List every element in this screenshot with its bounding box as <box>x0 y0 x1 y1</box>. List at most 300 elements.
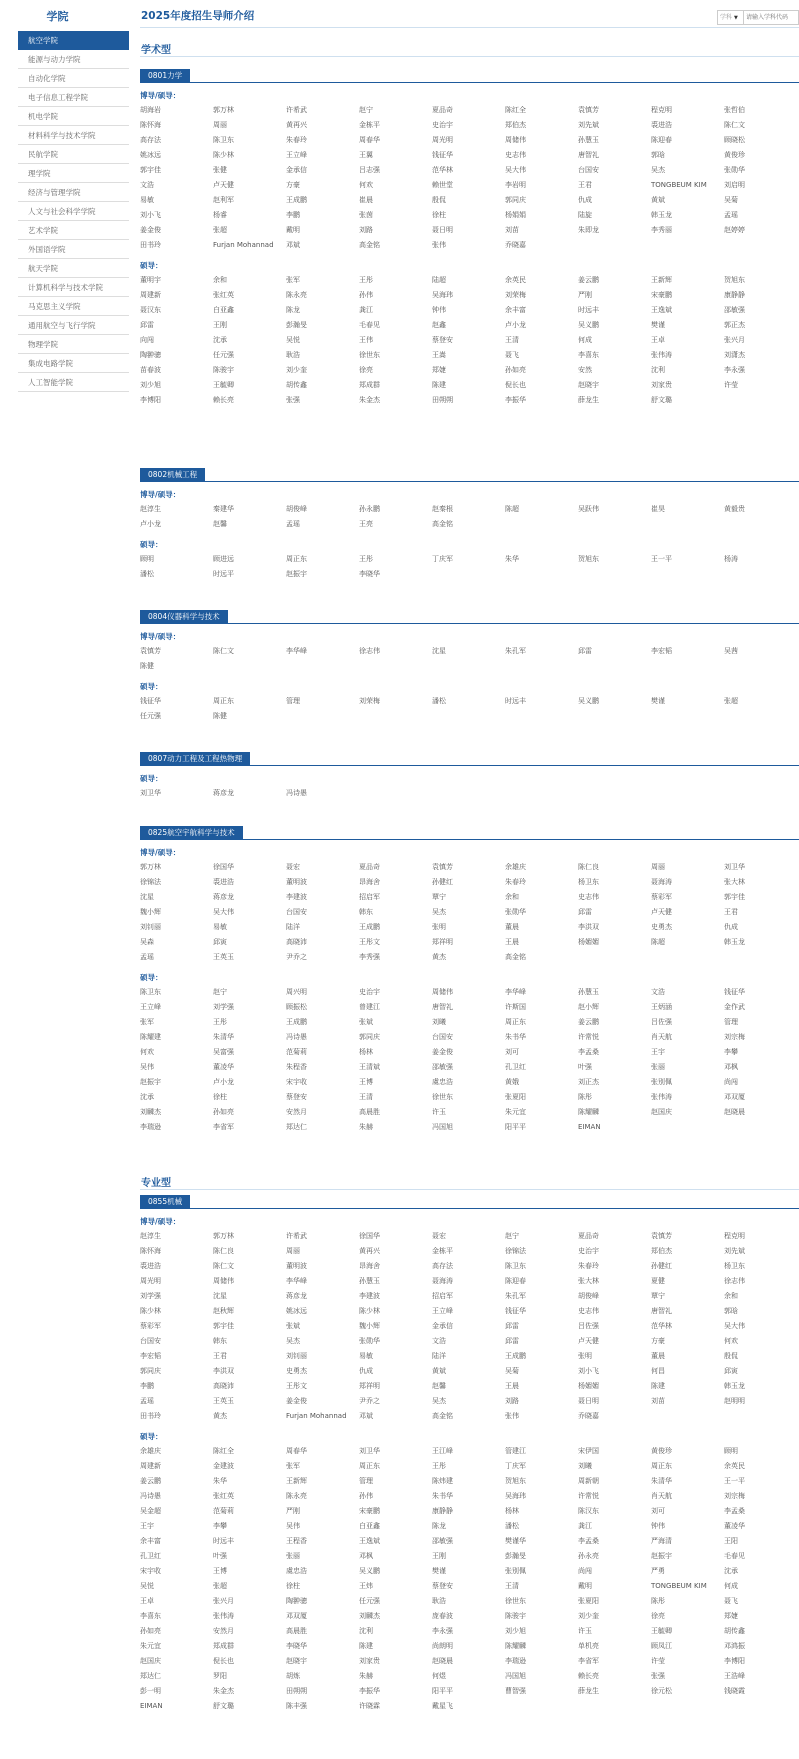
advisor-name-link[interactable]: 蒋彦龙 <box>213 893 234 901</box>
advisor-name-link[interactable]: 李孟桑 <box>724 1507 745 1515</box>
advisor-name-link[interactable]: 安然月 <box>213 1627 234 1635</box>
advisor-name-link[interactable]: 吴悦 <box>286 336 300 344</box>
advisor-name-link[interactable]: 裘进浩 <box>140 1262 161 1270</box>
advisor-name-link[interactable]: 肖天航 <box>651 1492 672 1500</box>
advisor-name-link[interactable]: 邱雷 <box>140 321 154 329</box>
advisor-name-link[interactable]: 刘可 <box>651 1507 665 1515</box>
advisor-name-link[interactable]: 王晨 <box>505 1382 519 1390</box>
advisor-name-link[interactable]: 高晓沛 <box>286 938 307 946</box>
advisor-name-link[interactable]: 徐国华 <box>359 1232 380 1240</box>
advisor-name-link[interactable]: 陈建 <box>651 1382 665 1390</box>
advisor-name-link[interactable]: 张强 <box>286 396 300 404</box>
advisor-name-link[interactable]: 陈卫东 <box>140 988 161 996</box>
advisor-name-link[interactable]: 余英民 <box>724 1462 745 1470</box>
advisor-name-link[interactable]: 史志伟 <box>505 151 526 159</box>
advisor-name-link[interactable]: 顾凤江 <box>651 1642 672 1650</box>
advisor-name-link[interactable]: 张大林 <box>724 878 745 886</box>
advisor-name-link[interactable]: 王清 <box>505 336 519 344</box>
advisor-name-link[interactable]: 冯国旭 <box>432 1123 453 1131</box>
advisor-name-link[interactable]: 田朔朔 <box>432 396 453 404</box>
advisor-name-link[interactable]: 樊谨华 <box>505 1537 526 1545</box>
advisor-name-link[interactable]: 潘松 <box>432 697 446 705</box>
advisor-name-link[interactable]: 卢小龙 <box>505 321 526 329</box>
advisor-name-link[interactable]: 钱征华 <box>432 151 453 159</box>
advisor-name-link[interactable]: 毛春见 <box>724 1552 745 1560</box>
advisor-name-link[interactable]: 周丽 <box>213 121 227 129</box>
advisor-name-link[interactable]: 阳平平 <box>505 1123 526 1131</box>
advisor-name-link[interactable]: 杨媚媚 <box>578 1382 599 1390</box>
advisor-name-link[interactable]: 钟伟 <box>432 306 446 314</box>
advisor-name-link[interactable]: 刘曦 <box>432 1018 446 1026</box>
advisor-name-link[interactable]: 姚冰远 <box>140 151 161 159</box>
advisor-name-link[interactable]: 王江峰 <box>432 1447 453 1455</box>
advisor-name-link[interactable]: 孟瑶 <box>140 1397 154 1405</box>
advisor-name-link[interactable]: 王成鹏 <box>286 1018 307 1026</box>
advisor-name-link[interactable]: 韩玉龙 <box>724 938 745 946</box>
advisor-name-link[interactable]: 赵晓宇 <box>286 1657 307 1665</box>
advisor-name-link[interactable]: 龚江 <box>359 306 373 314</box>
advisor-name-link[interactable]: 李攀 <box>724 1048 738 1056</box>
sidebar-item[interactable]: 航空学院 <box>18 31 129 50</box>
advisor-name-link[interactable]: 姜金俊 <box>140 226 161 234</box>
advisor-name-link[interactable]: 王立峰 <box>286 151 307 159</box>
advisor-name-link[interactable]: 裘进浩 <box>213 878 234 886</box>
advisor-name-link[interactable]: 薛龙生 <box>578 1687 599 1695</box>
advisor-name-link[interactable]: 冯诗愚 <box>140 1492 161 1500</box>
advisor-name-link[interactable]: 赖长亮 <box>213 396 234 404</box>
advisor-name-link[interactable]: 叶强 <box>213 1552 227 1560</box>
advisor-name-link[interactable]: 董凌华 <box>213 1063 234 1071</box>
advisor-name-link[interactable]: 舒文璐 <box>651 396 672 404</box>
advisor-name-link[interactable]: 韩玉龙 <box>724 1382 745 1390</box>
advisor-name-link[interactable]: 吴义鹏 <box>359 1567 380 1575</box>
advisor-name-link[interactable]: 余和 <box>505 893 519 901</box>
advisor-name-link[interactable]: 郑婕 <box>724 1612 738 1620</box>
advisor-name-link[interactable]: 朱即龙 <box>578 226 599 234</box>
advisor-name-link[interactable]: 高金铭 <box>432 1412 453 1420</box>
advisor-name-link[interactable]: 朱孔军 <box>505 647 526 655</box>
advisor-name-link[interactable]: 陈炜建 <box>432 1477 453 1485</box>
advisor-name-link[interactable]: 邵敏强 <box>724 306 745 314</box>
advisor-name-link[interactable]: 孙如亮 <box>213 1108 234 1116</box>
advisor-name-link[interactable]: 王伟 <box>359 336 373 344</box>
advisor-name-link[interactable]: 刘路 <box>505 1397 519 1405</box>
advisor-name-link[interactable]: 刘钊丽 <box>140 923 161 931</box>
advisor-name-link[interactable]: 严勇 <box>651 1567 665 1575</box>
advisor-name-link[interactable]: 董晨 <box>505 923 519 931</box>
advisor-name-link[interactable]: 卢天健 <box>651 908 672 916</box>
advisor-name-link[interactable]: 张强 <box>651 1672 665 1680</box>
advisor-name-link[interactable]: 徐锦法 <box>505 1247 526 1255</box>
advisor-name-link[interactable]: 王浩峰 <box>724 1672 745 1680</box>
advisor-name-link[interactable]: 郭宇佳 <box>724 893 745 901</box>
advisor-name-link[interactable]: 庞春波 <box>432 1612 453 1620</box>
advisor-name-link[interactable]: 刘卫华 <box>359 1447 380 1455</box>
advisor-name-link[interactable]: 徐志伟 <box>724 1277 745 1285</box>
advisor-name-link[interactable]: 陈超 <box>651 938 665 946</box>
advisor-name-link[interactable]: 孔卫红 <box>505 1063 526 1071</box>
advisor-name-link[interactable]: 董明波 <box>286 878 307 886</box>
advisor-name-link[interactable]: 王彤 <box>359 276 373 284</box>
advisor-name-link[interactable]: 蔡登安 <box>432 1582 453 1590</box>
advisor-name-link[interactable]: 许莹 <box>724 381 738 389</box>
advisor-name-link[interactable]: 蒋彦龙 <box>286 1292 307 1300</box>
advisor-name-link[interactable]: 昂海舍 <box>359 1262 380 1270</box>
advisor-name-link[interactable]: 丁庆军 <box>432 555 453 563</box>
advisor-name-link[interactable]: 蒋彦龙 <box>213 789 234 797</box>
advisor-name-link[interactable]: 尹乔之 <box>359 1397 380 1405</box>
advisor-name-link[interactable]: 张伟涛 <box>213 1612 234 1620</box>
advisor-name-link[interactable]: 徐柱 <box>213 1093 227 1101</box>
advisor-name-link[interactable]: 张別佩 <box>505 1567 526 1575</box>
advisor-name-link[interactable]: 魏小辉 <box>359 1322 380 1330</box>
advisor-name-link[interactable]: 赵国庆 <box>651 1108 672 1116</box>
advisor-name-link[interactable]: Furjan Mohannad <box>213 241 274 249</box>
advisor-name-link[interactable]: 高晨胜 <box>359 1108 380 1116</box>
advisor-name-link[interactable]: 吴杰 <box>651 166 665 174</box>
advisor-name-link[interactable]: 陆洋 <box>286 923 300 931</box>
advisor-name-link[interactable]: 黄杰 <box>213 1412 227 1420</box>
advisor-name-link[interactable]: 王成鹏 <box>286 196 307 204</box>
advisor-name-link[interactable]: 朱孔军 <box>505 1292 526 1300</box>
advisor-name-link[interactable]: 钱晓霞 <box>724 1687 745 1695</box>
advisor-name-link[interactable]: 杨娟娟 <box>505 211 526 219</box>
advisor-name-link[interactable]: 冯国旭 <box>505 1672 526 1680</box>
advisor-name-link[interactable]: 覃宁 <box>432 893 446 901</box>
advisor-name-link[interactable]: 徐世东 <box>432 1093 453 1101</box>
advisor-name-link[interactable]: 朱清华 <box>651 1477 672 1485</box>
advisor-name-link[interactable]: 赵宁 <box>213 988 227 996</box>
advisor-name-link[interactable]: 李瑞逊 <box>505 1657 526 1665</box>
advisor-name-link[interactable]: 郑祥明 <box>432 938 453 946</box>
advisor-name-link[interactable]: 魏小辉 <box>140 908 161 916</box>
advisor-name-link[interactable]: 聂海涛 <box>651 878 672 886</box>
advisor-name-link[interactable]: 严海清 <box>651 1537 672 1545</box>
sidebar-item[interactable]: 自动化学院 <box>18 69 129 88</box>
advisor-name-link[interactable]: 范华林 <box>651 1322 672 1330</box>
advisor-name-link[interactable]: 刘曦 <box>578 1462 592 1470</box>
advisor-name-link[interactable]: 周正东 <box>213 697 234 705</box>
advisor-name-link[interactable]: 李秀丽 <box>651 226 672 234</box>
advisor-name-link[interactable]: 李喜东 <box>578 351 599 359</box>
advisor-name-link[interactable]: 赵馨 <box>432 1382 446 1390</box>
advisor-name-link[interactable]: 徐柱 <box>432 211 446 219</box>
advisor-name-link[interactable]: 孟瑶 <box>724 211 738 219</box>
advisor-name-link[interactable]: 沈星 <box>432 647 446 655</box>
advisor-name-link[interactable]: 韩玉龙 <box>651 211 672 219</box>
advisor-name-link[interactable]: 朱华 <box>505 555 519 563</box>
advisor-name-link[interactable]: 王成鹏 <box>505 1352 526 1360</box>
advisor-name-link[interactable]: 沈承 <box>724 1567 738 1575</box>
advisor-name-link[interactable]: 周丽 <box>286 1247 300 1255</box>
advisor-name-link[interactable]: 周春华 <box>359 136 380 144</box>
advisor-name-link[interactable]: 李建波 <box>286 893 307 901</box>
advisor-name-link[interactable]: 杨涛 <box>724 555 738 563</box>
advisor-name-link[interactable]: 台国安 <box>286 908 307 916</box>
advisor-name-link[interactable]: 黄毅贵 <box>724 505 745 513</box>
advisor-name-link[interactable]: 宋豪鹏 <box>359 1507 380 1515</box>
advisor-name-link[interactable]: 胡传鑫 <box>724 1627 745 1635</box>
advisor-name-link[interactable]: 吴义鹏 <box>578 321 599 329</box>
advisor-name-link[interactable]: 沈利 <box>651 366 665 374</box>
advisor-name-link[interactable]: 史勇杰 <box>286 1367 307 1375</box>
advisor-name-link[interactable]: 郑祥明 <box>359 1382 380 1390</box>
advisor-name-link[interactable]: 程克明 <box>724 1232 745 1240</box>
advisor-name-link[interactable]: 张兴月 <box>724 336 745 344</box>
advisor-name-link[interactable]: 张伟涛 <box>651 1093 672 1101</box>
advisor-name-link[interactable]: 李华峰 <box>286 647 307 655</box>
advisor-name-link[interactable]: 仇成 <box>578 196 592 204</box>
advisor-name-link[interactable]: 姚冰远 <box>286 1307 307 1315</box>
advisor-name-link[interactable]: 唐智礼 <box>578 151 599 159</box>
advisor-name-link[interactable]: 彭瀚旻 <box>505 1552 526 1560</box>
advisor-name-link[interactable]: 王亮 <box>359 520 373 528</box>
advisor-name-link[interactable]: 陈耀麟 <box>505 1642 526 1650</box>
advisor-name-link[interactable]: 毛春见 <box>359 321 380 329</box>
advisor-name-link[interactable]: 管建江 <box>505 1447 526 1455</box>
advisor-name-link[interactable]: 尚朗明 <box>432 1642 453 1650</box>
advisor-name-link[interactable]: 赵秦根 <box>432 505 453 513</box>
advisor-name-link[interactable]: 戴星飞 <box>432 1702 453 1710</box>
advisor-name-link[interactable]: 刘少奎 <box>578 1612 599 1620</box>
advisor-name-link[interactable]: 赵馨 <box>213 520 227 528</box>
sidebar-item[interactable]: 计算机科学与技术学院 <box>18 278 129 297</box>
advisor-name-link[interactable]: 金承信 <box>432 1322 453 1330</box>
advisor-name-link[interactable]: 张勋华 <box>724 166 745 174</box>
advisor-name-link[interactable]: 苗春波 <box>140 366 161 374</box>
advisor-name-link[interactable]: 彭一明 <box>140 1687 161 1695</box>
advisor-name-link[interactable]: 余和 <box>213 276 227 284</box>
advisor-name-link[interactable]: 黄斌 <box>651 196 665 204</box>
advisor-name-link[interactable]: 倪长也 <box>213 1657 234 1665</box>
advisor-name-link[interactable]: 金栋平 <box>359 121 380 129</box>
advisor-name-link[interactable]: 吴杰 <box>286 1337 300 1345</box>
search-type-select[interactable] <box>718 11 744 24</box>
advisor-name-link[interactable]: 张红英 <box>213 291 234 299</box>
advisor-name-link[interactable]: 陈迎春 <box>651 136 672 144</box>
advisor-name-link[interactable]: 郭万林 <box>140 863 161 871</box>
advisor-name-link[interactable]: 赵振宇 <box>286 570 307 578</box>
search-input[interactable] <box>746 12 798 23</box>
advisor-name-link[interactable]: 时远丰 <box>578 306 599 314</box>
advisor-name-link[interactable]: 李瑞逊 <box>140 1123 161 1131</box>
advisor-name-link[interactable]: 赵晓宇 <box>578 381 599 389</box>
advisor-name-link[interactable]: 陈怀海 <box>140 1247 161 1255</box>
advisor-name-link[interactable]: 陈耀建 <box>140 1033 161 1041</box>
advisor-name-link[interactable]: 许玉 <box>432 1108 446 1116</box>
advisor-name-link[interactable]: 吴菊 <box>505 1367 519 1375</box>
advisor-name-link[interactable]: 顾进远 <box>213 555 234 563</box>
advisor-name-link[interactable]: 康静静 <box>724 291 745 299</box>
advisor-name-link[interactable]: 方豪 <box>286 181 300 189</box>
advisor-name-link[interactable]: 张斌 <box>286 1322 300 1330</box>
advisor-name-link[interactable]: 高晓沛 <box>213 1382 234 1390</box>
advisor-name-link[interactable]: 时远丰 <box>213 1537 234 1545</box>
advisor-name-link[interactable]: 王立峰 <box>432 1307 453 1315</box>
advisor-name-link[interactable]: 吴伟 <box>286 1522 300 1530</box>
advisor-name-link[interactable]: 赵宁 <box>359 106 373 114</box>
advisor-name-link[interactable]: 王彤文 <box>359 938 380 946</box>
advisor-name-link[interactable]: 戴明 <box>578 1582 592 1590</box>
advisor-name-link[interactable]: 钱征华 <box>505 1307 526 1315</box>
advisor-name-link[interactable]: 薛龙生 <box>578 396 599 404</box>
advisor-name-link[interactable]: 黄再兴 <box>286 121 307 129</box>
advisor-name-link[interactable]: 孔卫红 <box>140 1552 161 1560</box>
advisor-name-link[interactable]: 张哲伯 <box>724 106 745 114</box>
advisor-name-link[interactable]: 周建新 <box>140 291 161 299</box>
advisor-name-link[interactable]: 李振华 <box>505 396 526 404</box>
advisor-name-link[interactable]: 招启军 <box>432 1292 453 1300</box>
advisor-name-link[interactable]: 张军 <box>286 276 300 284</box>
advisor-name-link[interactable]: 金作武 <box>724 1003 745 1011</box>
advisor-name-link[interactable]: 文浩 <box>432 1337 446 1345</box>
advisor-name-link[interactable]: 管理 <box>359 1477 373 1485</box>
advisor-name-link[interactable]: 崔昊 <box>651 505 665 513</box>
advisor-name-link[interactable]: 吕佐强 <box>651 1018 672 1026</box>
advisor-name-link[interactable]: 张健 <box>213 166 227 174</box>
advisor-name-link[interactable]: 孟瑶 <box>140 953 154 961</box>
advisor-name-link[interactable]: 周新朝 <box>578 1477 599 1485</box>
advisor-name-link[interactable]: 徐亮 <box>651 1612 665 1620</box>
advisor-name-link[interactable]: 杨卫东 <box>724 1262 745 1270</box>
advisor-name-link[interactable]: 邱雷 <box>505 1322 519 1330</box>
advisor-name-link[interactable]: 周储伟 <box>213 1277 234 1285</box>
advisor-name-link[interactable]: 聂日明 <box>432 226 453 234</box>
advisor-name-link[interactable]: 袁慎芳 <box>578 106 599 114</box>
advisor-name-link[interactable]: 张军 <box>140 1018 154 1026</box>
advisor-name-link[interactable]: 罗阳 <box>213 1672 227 1680</box>
advisor-name-link[interactable]: 卢小龙 <box>213 1078 234 1086</box>
sidebar-item[interactable]: 物理学院 <box>18 335 129 354</box>
advisor-name-link[interactable]: 邓斌 <box>359 1412 373 1420</box>
advisor-name-link[interactable]: 台国安 <box>140 1337 161 1345</box>
advisor-name-link[interactable]: 严刚 <box>578 291 592 299</box>
advisor-name-link[interactable]: 胡传鑫 <box>286 381 307 389</box>
advisor-name-link[interactable]: 王逸斌 <box>651 306 672 314</box>
advisor-name-link[interactable]: 耿浩 <box>432 1597 446 1605</box>
advisor-name-link[interactable]: 吴茜 <box>724 647 738 655</box>
advisor-name-link[interactable]: 宋伊国 <box>578 1447 599 1455</box>
advisor-name-link[interactable]: 高金铭 <box>359 241 380 249</box>
advisor-name-link[interactable]: 何欢 <box>724 1337 738 1345</box>
advisor-name-link[interactable]: 郭同庆 <box>140 1367 161 1375</box>
advisor-name-link[interactable]: 王刚 <box>432 1552 446 1560</box>
advisor-name-link[interactable]: 文浩 <box>140 181 154 189</box>
advisor-name-link[interactable]: 台国安 <box>578 166 599 174</box>
advisor-name-link[interactable]: 孙慧玉 <box>578 136 599 144</box>
advisor-name-link[interactable]: 陈仁良 <box>213 1247 234 1255</box>
advisor-name-link[interactable]: 吴金超 <box>140 1507 161 1515</box>
advisor-name-link[interactable]: 刘卫华 <box>724 863 745 871</box>
advisor-name-link[interactable]: 王清 <box>359 1093 373 1101</box>
advisor-name-link[interactable]: 张伟 <box>505 1412 519 1420</box>
advisor-name-link[interactable]: 袁慎芳 <box>432 863 453 871</box>
advisor-name-link[interactable]: 徐世东 <box>505 1597 526 1605</box>
advisor-name-link[interactable]: 蔡彩军 <box>651 893 672 901</box>
advisor-name-link[interactable]: 康静静 <box>432 1507 453 1515</box>
advisor-name-link[interactable]: 范菊莉 <box>286 1048 307 1056</box>
advisor-name-link[interactable]: 何欢 <box>359 181 373 189</box>
advisor-name-link[interactable]: 张別佩 <box>651 1078 672 1086</box>
advisor-name-link[interactable]: 陈骏宇 <box>213 366 234 374</box>
advisor-name-link[interactable]: 杨睿 <box>213 211 227 219</box>
advisor-name-link[interactable]: 夏品奇 <box>578 1232 599 1240</box>
advisor-name-link[interactable]: 朱元宜 <box>140 1642 161 1650</box>
sidebar-item[interactable]: 外国语学院 <box>18 240 129 259</box>
advisor-name-link[interactable]: 余和 <box>724 1292 738 1300</box>
advisor-name-link[interactable]: 任元强 <box>213 351 234 359</box>
advisor-name-link[interactable]: 周光明 <box>432 136 453 144</box>
advisor-name-link[interactable]: 邓枫 <box>724 1063 738 1071</box>
advisor-name-link[interactable]: 吴杰 <box>432 1397 446 1405</box>
advisor-name-link[interactable]: 孙如亮 <box>140 1627 161 1635</box>
advisor-name-link[interactable]: 胡俊峰 <box>578 1292 599 1300</box>
advisor-name-link[interactable]: 郭万林 <box>213 1232 234 1240</box>
advisor-name-link[interactable]: 严刚 <box>286 1507 300 1515</box>
advisor-name-link[interactable]: 郑成群 <box>359 381 380 389</box>
advisor-name-link[interactable]: 史勇杰 <box>651 923 672 931</box>
sidebar-item[interactable]: 人工智能学院 <box>18 373 129 392</box>
advisor-name-link[interactable]: 张勋华 <box>505 908 526 916</box>
advisor-name-link[interactable]: 张超 <box>724 697 738 705</box>
advisor-name-link[interactable]: 周春华 <box>286 1447 307 1455</box>
advisor-name-link[interactable]: 阳平平 <box>432 1687 453 1695</box>
advisor-name-link[interactable]: 金栋平 <box>432 1247 453 1255</box>
advisor-name-link[interactable]: 耿浩 <box>286 351 300 359</box>
advisor-name-link[interactable]: 钱征华 <box>140 697 161 705</box>
advisor-name-link[interactable]: 刘苗 <box>505 226 519 234</box>
advisor-name-link[interactable]: 吴悦 <box>140 1582 154 1590</box>
advisor-name-link[interactable]: 郭同庆 <box>505 196 526 204</box>
advisor-name-link[interactable]: 陈仁文 <box>724 121 745 129</box>
advisor-name-link[interactable]: 沈星 <box>140 893 154 901</box>
advisor-name-link[interactable]: 吴大伟 <box>505 166 526 174</box>
advisor-name-link[interactable]: 余丰富 <box>505 306 526 314</box>
advisor-name-link[interactable]: 王毓卿 <box>213 381 234 389</box>
advisor-name-link[interactable]: 昂海舍 <box>359 878 380 886</box>
advisor-name-link[interactable]: 王彤 <box>432 1462 446 1470</box>
advisor-name-link[interactable]: 陆洋 <box>432 1352 446 1360</box>
advisor-name-link[interactable]: 史志伟 <box>578 893 599 901</box>
advisor-name-link[interactable]: 吕佐强 <box>578 1322 599 1330</box>
advisor-name-link[interactable]: 张茵 <box>359 211 373 219</box>
advisor-name-link[interactable]: 李永强 <box>432 1627 453 1635</box>
advisor-name-link[interactable]: 周正东 <box>505 1018 526 1026</box>
advisor-name-link[interactable]: 李振华 <box>359 1687 380 1695</box>
advisor-name-link[interactable]: 张斌 <box>359 1018 373 1026</box>
advisor-name-link[interactable]: 陆超 <box>432 276 446 284</box>
advisor-name-link[interactable]: 郭万林 <box>213 106 234 114</box>
advisor-name-link[interactable]: 王新辉 <box>286 1477 307 1485</box>
advisor-name-link[interactable]: 张军 <box>286 1462 300 1470</box>
advisor-name-link[interactable]: 聂汉东 <box>140 306 161 314</box>
advisor-name-link[interactable]: 邓双厦 <box>724 1093 745 1101</box>
advisor-name-link[interactable]: 崔晨 <box>359 196 373 204</box>
advisor-name-link[interactable]: 管理 <box>286 697 300 705</box>
advisor-name-link[interactable]: 顾明 <box>140 555 154 563</box>
sidebar-item[interactable]: 通用航空与飞行学院 <box>18 316 129 335</box>
sidebar-item[interactable]: 航天学院 <box>18 259 129 278</box>
advisor-name-link[interactable]: 刘家贵 <box>651 381 672 389</box>
advisor-name-link[interactable]: 陈永亮 <box>286 1492 307 1500</box>
advisor-name-link[interactable]: 王博 <box>213 1567 227 1575</box>
advisor-name-link[interactable]: 卢小龙 <box>140 520 161 528</box>
advisor-name-link[interactable]: 王立峰 <box>140 1003 161 1011</box>
advisor-name-link[interactable]: 王英玉 <box>213 953 234 961</box>
advisor-name-link[interactable]: 舒文璐 <box>213 1702 234 1710</box>
advisor-name-link[interactable]: 朱春玲 <box>578 1262 599 1270</box>
advisor-name-link[interactable]: 吕志强 <box>359 166 380 174</box>
